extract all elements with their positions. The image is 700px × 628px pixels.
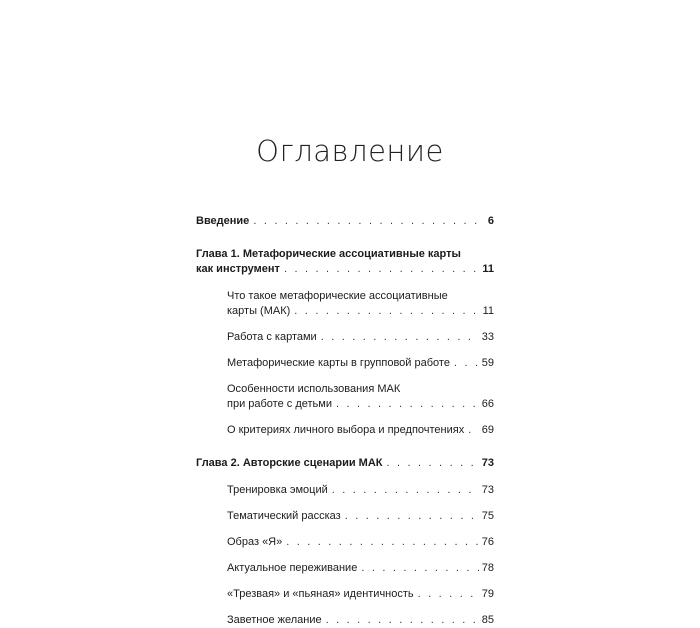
toc-entry-title: Заветное желание [227,614,322,626]
toc-chapter-entry [196,214,494,229]
toc-entry-title: Глава 2. Авторские сценарии МАК [196,457,383,469]
toc-section-entry [227,483,494,498]
toc-entry-title: как инструмент [196,263,280,275]
toc-page-number: 76 [481,536,494,548]
toc-chapter-entry [196,247,494,277]
toc-entry-title: Работа с картами [227,331,317,343]
dot-leader [345,509,479,524]
toc-section-entry [227,382,494,412]
toc-entry-title-line: Глава 1. Метафорические ассоциативные карты [196,248,461,260]
toc-title: Оглавление [256,134,444,168]
toc-section-entry [227,423,494,438]
toc-entry-title: Метафорические карты в групповой работе [227,357,450,369]
toc-page-number: 33 [481,331,494,343]
toc-entry-title: Введение [196,215,250,227]
dot-leader [294,304,479,319]
toc-entry-title: О критериях личного выбора и предпочтениях [227,424,465,436]
toc-section-entry [227,330,494,345]
dot-leader [326,613,479,628]
toc-page-number: 73 [481,457,494,469]
table-of-contents [196,214,494,628]
dot-leader [284,262,479,277]
toc-entry-title: Актуальное переживание [227,562,358,574]
toc-section-entry [227,509,494,524]
toc-page-number: 78 [481,562,494,574]
toc-page-number: 66 [481,398,494,410]
toc-page-number: 85 [481,614,494,626]
dot-leader [336,397,479,412]
toc-section-entry [227,289,494,319]
toc-entry-title: Тематический рассказ [227,510,341,522]
toc-page-number: 11 [482,305,494,317]
toc-page-number: 11 [482,263,494,275]
toc-page-number: 69 [481,424,494,436]
dot-leader [321,330,479,345]
toc-entry-title: при работе с детьми [227,398,332,410]
dot-leader [286,535,479,550]
dot-leader [387,456,479,471]
toc-entry-title: «Трезвая» и «пьяная» идентичность [227,588,414,600]
toc-chapter-entry [196,456,494,471]
dot-leader [361,561,478,576]
toc-page-number: 6 [487,215,494,227]
toc-entry-title: Тренировка эмоций [227,484,328,496]
dot-leader [468,423,479,438]
toc-page-number: 73 [481,484,494,496]
toc-section-entry [227,613,494,628]
toc-section-entry [227,535,494,550]
dot-leader [253,214,485,229]
toc-page-number: 59 [481,357,494,369]
dot-leader [332,483,479,498]
toc-entry-title-line: Особенности использования МАК [227,383,401,395]
toc-section-entry [227,561,494,576]
dot-leader [454,356,479,371]
toc-section-entry [227,356,494,371]
toc-entry-title: карты (МАК) [227,305,291,317]
toc-entry-title-line: Что такое метафорические ассоциативные [227,290,448,302]
toc-entry-title: Образ «Я» [227,536,283,548]
toc-page-number: 75 [481,510,494,522]
toc-page-number: 79 [481,588,494,600]
